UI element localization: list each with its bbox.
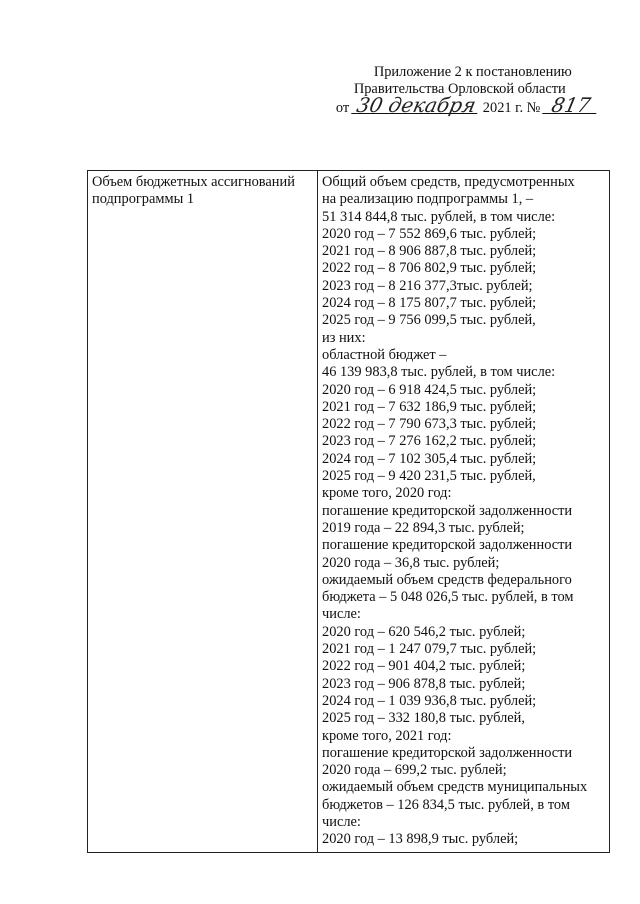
detail-line: кроме того, 2020 год: bbox=[322, 485, 452, 502]
detail-line: Общий объем средств, предусмотренных bbox=[322, 174, 575, 190]
detail-line: 2020 год – 620 546,2 тыс. рублей; bbox=[322, 623, 526, 640]
detail-line: 2024 год – 7 102 305,4 тыс. рублей; bbox=[322, 450, 537, 467]
detail-line: числе: bbox=[322, 813, 361, 830]
handwritten-date: 30 декабря bbox=[351, 97, 481, 114]
detail-line: 46 139 983,8 тыс. рублей, в том числе: bbox=[322, 364, 556, 381]
document-header bbox=[335, 64, 598, 117]
detail-line: 51 314 844,8 тыс. рублей, в том числе: bbox=[322, 208, 556, 225]
detail-line: 2025 год – 332 180,8 тыс. рублей, bbox=[322, 710, 525, 727]
table-row bbox=[88, 171, 610, 853]
detail-line: областной бюджет – bbox=[322, 346, 447, 363]
detail-line: кроме того, 2021 год: bbox=[322, 727, 452, 744]
label-line: Объем бюджетных ассигнований bbox=[92, 174, 295, 190]
detail-line: бюджета – 5 048 026,5 тыс. рублей, в том bbox=[322, 589, 574, 606]
detail-line: 2024 год – 8 175 807,7 тыс. рублей; bbox=[322, 295, 537, 312]
detail-line: погашение кредиторской задолженности bbox=[322, 744, 573, 761]
decree-date-line bbox=[335, 93, 598, 117]
detail-line: погашение кредиторской задолженности bbox=[322, 537, 573, 554]
detail-line: ожидаемый объем средств федерального bbox=[322, 571, 572, 588]
appendix-title: Приложение 2 к постановлению bbox=[373, 64, 572, 80]
detail-line: 2021 год – 7 632 186,9 тыс. рублей; bbox=[322, 398, 537, 415]
year-and-number-label: 2021 г. № bbox=[482, 100, 541, 116]
government-name: Правительства Орловской области bbox=[353, 80, 566, 97]
detail-line: 2022 год – 901 404,2 тыс. рублей; bbox=[322, 658, 526, 675]
detail-line: 2023 год – 7 276 162,2 тыс. рублей; bbox=[322, 433, 537, 450]
detail-line: 2024 год – 1 039 936,8 тыс. рублей; bbox=[322, 692, 537, 709]
detail-line: погашение кредиторской задолженности bbox=[322, 502, 573, 519]
detail-line: из них: bbox=[322, 329, 366, 346]
detail-line: на реализацию подпрограммы 1, – bbox=[322, 191, 534, 208]
label-line: подпрограммы 1 bbox=[92, 191, 195, 208]
detail-line: 2020 год – 13 898,9 тыс. рублей; bbox=[322, 831, 519, 848]
detail-line: ожидаемый объем средств муниципальных bbox=[322, 779, 588, 796]
detail-line: числе: bbox=[322, 606, 361, 623]
detail-line: 2025 год – 9 756 099,5 тыс. рублей, bbox=[322, 312, 536, 329]
detail-line: 2022 год – 7 790 673,3 тыс. рублей; bbox=[322, 416, 537, 433]
detail-line: 2020 год – 7 552 869,6 тыс. рублей; bbox=[322, 225, 537, 242]
detail-line: 2020 года – 699,2 тыс. рублей; bbox=[322, 762, 507, 779]
detail-line: 2021 год – 1 247 079,7 тыс. рублей; bbox=[322, 641, 537, 658]
budget-details-cell bbox=[318, 171, 610, 853]
detail-line: 2021 год – 8 906 887,8 тыс. рублей; bbox=[322, 243, 537, 260]
budget-label-cell bbox=[88, 171, 318, 853]
detail-line: 2025 год – 9 420 231,5 тыс. рублей, bbox=[322, 468, 536, 485]
budget-table bbox=[87, 170, 610, 853]
handwritten-decree-number: 817 bbox=[542, 97, 600, 114]
detail-line: 2020 год – 6 918 424,5 тыс. рублей; bbox=[322, 381, 537, 398]
detail-line: 2022 год – 8 706 802,9 тыс. рублей; bbox=[322, 260, 537, 277]
detail-line: бюджетов – 126 834,5 тыс. рублей, в том bbox=[322, 796, 570, 813]
date-prefix: от bbox=[335, 100, 350, 116]
detail-line: 2020 года – 36,8 тыс. рублей; bbox=[322, 554, 500, 571]
detail-line: 2019 года – 22 894,3 тыс. рублей; bbox=[322, 519, 525, 536]
detail-line: 2023 год – 906 878,8 тыс. рублей; bbox=[322, 675, 526, 692]
detail-line: 2023 год – 8 216 377,3тыс. рублей; bbox=[322, 277, 533, 294]
